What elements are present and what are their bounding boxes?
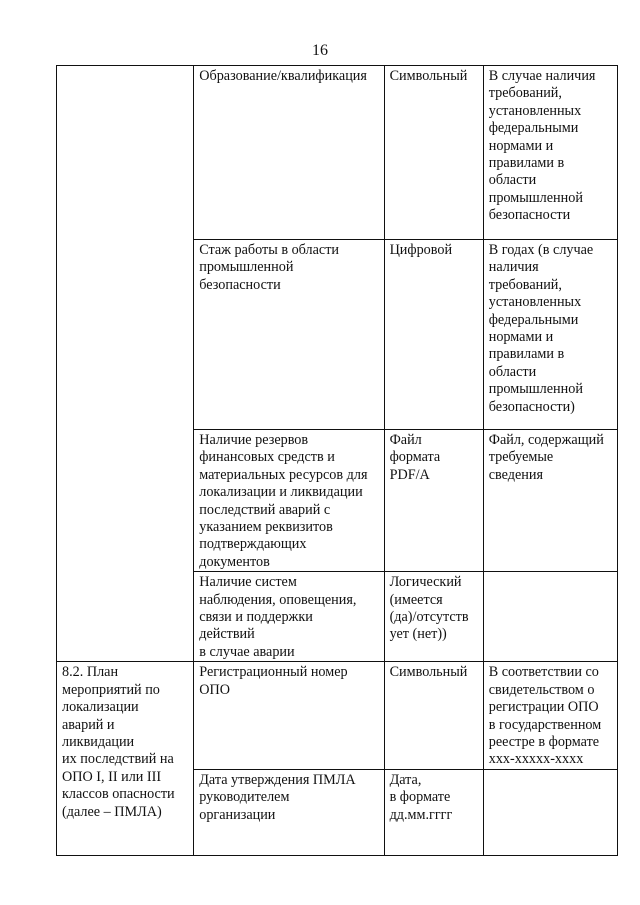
field-type-line: (да)/отсутств bbox=[389, 609, 469, 626]
field-note-line: В соответствии со bbox=[488, 664, 599, 681]
requirements-table bbox=[56, 65, 618, 856]
field-type-line: ует (нет)) bbox=[389, 626, 447, 643]
field-type-line: PDF/A bbox=[389, 466, 430, 483]
field-note-line: реестре в формате bbox=[488, 733, 600, 750]
field-note-line: безопасности) bbox=[488, 398, 575, 415]
field-note-cell bbox=[483, 769, 617, 855]
field-name-line: Наличие резервов bbox=[199, 432, 309, 448]
field-type-line: Символьный bbox=[389, 68, 468, 84]
field-type-line: (имеется bbox=[389, 591, 443, 608]
field-type-line: Цифровой bbox=[389, 242, 453, 258]
section-line: ОПО I, II или III bbox=[62, 768, 162, 785]
field-note-line: правилами в bbox=[488, 346, 565, 363]
field-type-line: Символьный bbox=[389, 664, 468, 681]
field-type-line: Логический bbox=[389, 574, 462, 591]
section-line: 8.2. План bbox=[62, 664, 119, 681]
field-note-cell bbox=[483, 66, 617, 240]
field-note-line: промышленной bbox=[488, 381, 583, 398]
field-note-line: области bbox=[488, 172, 537, 189]
field-name-cell bbox=[194, 240, 384, 430]
field-name-line: Регистрационный номер bbox=[199, 664, 348, 681]
field-note-line: регистрации ОПО bbox=[488, 699, 599, 716]
field-name-line: действий bbox=[199, 626, 255, 643]
page-number: 16 bbox=[312, 42, 328, 59]
field-type-cell bbox=[384, 662, 483, 769]
field-note-line: установленных bbox=[488, 102, 582, 119]
field-note-line: Файл, содержащий bbox=[488, 432, 604, 448]
field-name-line: руководителем bbox=[199, 789, 290, 806]
field-note-line: федеральными bbox=[488, 120, 579, 137]
field-name-line: материальных ресурсов для bbox=[199, 466, 368, 483]
field-note-line: требований, bbox=[488, 276, 562, 293]
field-name-line: связи и поддержки bbox=[199, 609, 313, 626]
field-name-line: Наличие систем bbox=[199, 574, 297, 591]
field-type-cell bbox=[384, 572, 483, 662]
field-note-cell bbox=[483, 572, 617, 662]
field-note-line: нормами и bbox=[488, 329, 554, 346]
section-line: (далее – ПМЛА) bbox=[62, 803, 162, 820]
field-type-cell bbox=[384, 66, 483, 240]
field-note-line: сведения bbox=[488, 466, 543, 483]
field-name-line: документов bbox=[199, 553, 270, 570]
field-note-line: безопасности bbox=[488, 207, 571, 224]
field-note-cell bbox=[483, 240, 617, 430]
field-note-line: требуемые bbox=[488, 449, 554, 466]
field-note-line: нормами и bbox=[488, 137, 554, 154]
field-name-line: Стаж работы в области bbox=[199, 242, 339, 258]
field-name-line: безопасности bbox=[199, 276, 281, 293]
section-line: мероприятий по bbox=[62, 681, 160, 698]
field-name-cell bbox=[194, 430, 384, 572]
field-name-cell bbox=[194, 572, 384, 662]
field-type-line: дд.мм.гггг bbox=[389, 806, 453, 823]
field-name-line: указанием реквизитов bbox=[199, 519, 333, 536]
table-row bbox=[57, 662, 618, 769]
section-line: аварий и bbox=[62, 716, 115, 733]
table-row bbox=[57, 66, 618, 240]
field-note-line: в государственном bbox=[488, 716, 602, 733]
field-name-line: наблюдения, оповещения, bbox=[199, 591, 357, 608]
field-name-line: последствий аварий с bbox=[199, 501, 331, 518]
field-name-cell bbox=[194, 769, 384, 855]
section-line: классов опасности bbox=[62, 786, 175, 803]
field-name-line: Дата утверждения ПМЛА bbox=[199, 771, 356, 788]
field-note-line: установленных bbox=[488, 294, 582, 311]
field-note-line: правилами в bbox=[488, 155, 565, 172]
field-name-line: подтверждающих bbox=[199, 536, 307, 553]
field-type-cell bbox=[384, 769, 483, 855]
field-note-line: требований, bbox=[488, 85, 562, 102]
field-note-line: федеральными bbox=[488, 311, 579, 328]
field-type-line: Файл bbox=[389, 432, 422, 448]
field-name-line: промышленной bbox=[199, 259, 294, 276]
field-name-line: ОПО bbox=[199, 681, 230, 698]
section-line: локализации bbox=[62, 699, 139, 716]
field-type-line: Дата, bbox=[389, 771, 422, 788]
section-line: ликвидации bbox=[62, 733, 135, 750]
field-note-line: промышленной bbox=[488, 189, 583, 206]
field-note-cell bbox=[483, 662, 617, 769]
section-cell bbox=[57, 662, 194, 855]
field-type-line: формата bbox=[389, 449, 441, 466]
field-note-line: В годах (в случае bbox=[488, 242, 594, 258]
field-name-line: локализации и ликвидации bbox=[199, 484, 363, 501]
section-cell bbox=[57, 66, 194, 662]
field-type-cell bbox=[384, 240, 483, 430]
field-note-line: ххх-ххххх-хххх bbox=[488, 751, 584, 768]
field-note-line: наличия bbox=[488, 259, 539, 276]
field-note-cell bbox=[483, 430, 617, 572]
field-type-cell bbox=[384, 430, 483, 572]
field-note-line: свидетельством о bbox=[488, 681, 595, 698]
field-note-line: В случае наличия bbox=[488, 68, 596, 84]
field-note-line: области bbox=[488, 363, 537, 380]
section-line: их последствий на bbox=[62, 751, 174, 768]
field-name-cell bbox=[194, 66, 384, 240]
field-name-line: финансовых средств и bbox=[199, 449, 335, 466]
field-name-line: организации bbox=[199, 806, 276, 823]
field-name-cell bbox=[194, 662, 384, 769]
field-type-line: в формате bbox=[389, 789, 451, 806]
field-name-line: Образование/квалификация bbox=[199, 68, 367, 84]
field-name-line: в случае аварии bbox=[199, 643, 295, 660]
